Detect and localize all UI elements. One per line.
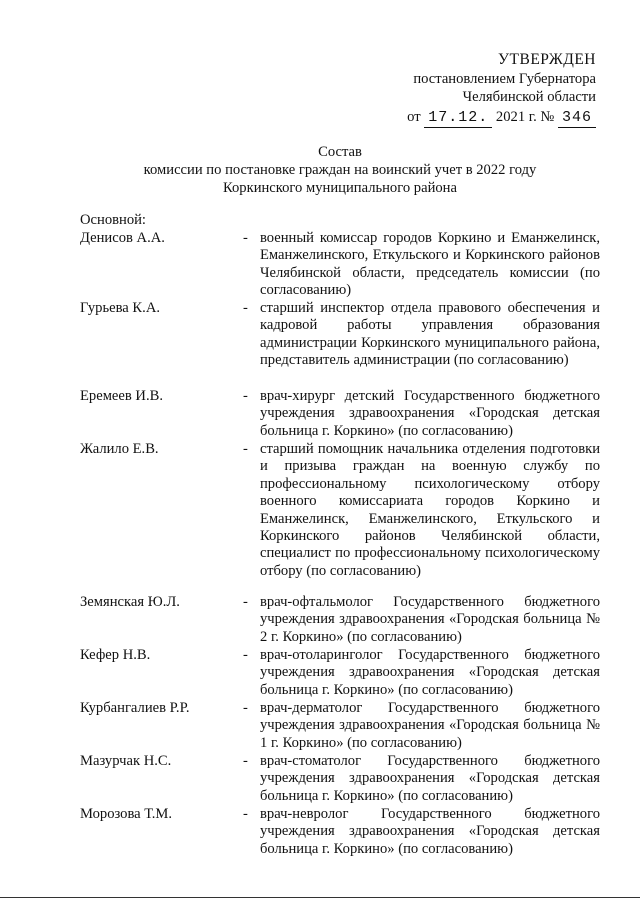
dash: - <box>243 594 248 610</box>
member-row <box>80 700 600 753</box>
member-desc: врач-дерматолог Государственного бюджетного учреждения здравоохранения «Городская больница № 1 г. Коркино» (по согласованию) <box>260 700 600 751</box>
dash: - <box>243 300 248 316</box>
member-desc: военный комиссар городов Коркино и Еманжелинск, Еманжелинского, Еткульского и Коркинского районов Челябинской области, председатель комиссии (по согласованию) <box>260 230 600 299</box>
document-heading <box>80 143 600 197</box>
dash: - <box>243 753 248 769</box>
approval-line-1: постановлением Губернатора <box>413 71 596 88</box>
dash: - <box>243 700 248 716</box>
dash: - <box>243 441 248 457</box>
dash: - <box>243 647 248 663</box>
member-name: Еремеев И.В. <box>80 388 163 404</box>
dash: - <box>243 230 248 246</box>
approval-line-2: Челябинской области <box>462 89 596 106</box>
approval-title: УТВЕРЖДЕН <box>498 51 596 68</box>
member-name: Гурьева К.А. <box>80 300 161 316</box>
member-desc: старший помощник начальника отделения подготовки и призыва граждан на военную службу по профессиональному психологическому отбору военного комиссариата городов Коркино и Еманжелинск, Еманжелинского, Еткульского и Коркинского районов Челябинской области, специалист по профессиональному психологическому отбору (по согласованию) <box>260 441 600 579</box>
member-row <box>80 594 600 647</box>
member-desc: врач-офтальмолог Государственного бюджетного учреждения здравоохранения «Городская больница № 2 г. Коркино» (по согласованию) <box>260 594 600 645</box>
member-name: Курбангалиев Р.Р. <box>80 700 190 716</box>
member-name: Мазурчак Н.С. <box>80 753 172 769</box>
heading-line-3: Коркинского муниципального района <box>223 180 457 196</box>
year-number-label: 2021 г. № <box>495 109 555 126</box>
member-desc: старший инспектор отдела правового обеспечения и кадровой работы управления образования администрации Коркинского муниципального района, представитель администрации (по согласованию) <box>260 300 600 369</box>
member-row <box>80 300 600 388</box>
member-row <box>80 230 600 300</box>
heading-line-2: комиссии по постановке граждан на воинский учет в 2022 году <box>143 162 537 178</box>
section-label: Основной: <box>80 212 146 228</box>
member-row <box>80 806 600 859</box>
heading-line-1: Состав <box>318 144 362 160</box>
member-desc: врач-хирург детский Государственного бюджетного учреждения здравоохранения «Городская детская больница г. Коркино» (по согласованию) <box>260 388 600 439</box>
member-row <box>80 441 600 594</box>
approval-date: 17.12. <box>424 109 492 128</box>
dash: - <box>243 388 248 404</box>
member-name: Кефер Н.В. <box>80 647 151 663</box>
approval-number: 346 <box>558 109 596 128</box>
member-desc: врач-невролог Государственного бюджетного учреждения здравоохранения «Городская детская больница г. Коркино» (по согласованию) <box>260 806 600 857</box>
date-prefix: от <box>407 109 421 126</box>
member-row <box>80 647 600 700</box>
members-list <box>80 230 600 859</box>
member-desc: врач-стоматолог Государственного бюджетного учреждения здравоохранения «Городская детская больница г. Коркино» (по согласованию) <box>260 753 600 804</box>
member-name: Жалило Е.В. <box>80 441 159 457</box>
page-bottom-rule <box>0 897 640 898</box>
member-name: Денисов А.А. <box>80 230 165 246</box>
approval-date-line <box>336 108 596 128</box>
member-name: Морозова Т.М. <box>80 806 173 822</box>
member-row <box>80 388 600 441</box>
approval-block <box>336 51 596 128</box>
member-row <box>80 753 600 806</box>
member-desc: врач-отоларинголог Государственного бюджетного учреждения здравоохранения «Городская детская больница г. Коркино» (по согласованию) <box>260 647 600 698</box>
dash: - <box>243 806 248 822</box>
member-name: Земянская Ю.Л. <box>80 594 180 610</box>
